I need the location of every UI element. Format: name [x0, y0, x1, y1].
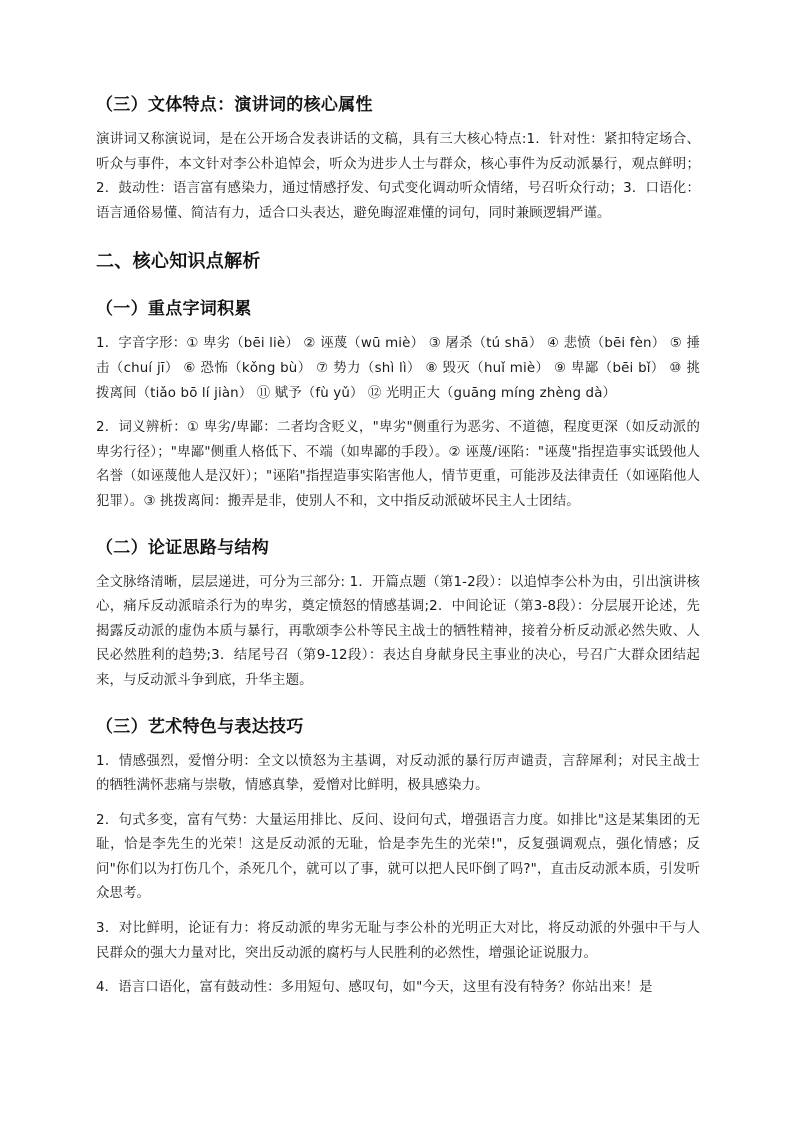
section-heading-argument-structure: （二）论证思路与结构 [96, 537, 269, 558]
paragraph-art-emotion: 1．情感强烈，爱憎分明：全文以愤怒为主基调，对反动派的暴行厉声谴责，言辞犀利；对民主战士的牺牲满怀悲痛与崇敬，情感真挚，爱憎对比鲜明，极具感染力。 [96, 753, 700, 794]
section-heading-vocabulary: （一）重点字词积累 [96, 299, 252, 320]
section-heading-artistic-features: （三）艺术特色与表达技巧 [96, 716, 304, 737]
paragraph-art-language: 4．语言口语化，富有鼓动性：多用短句、感叹句，如"今天，这里有没有特务？你站出来！是 [96, 980, 653, 996]
paragraph-vocab-pronunciation: 1．字音字形：① 卑劣（bēi liè） ② 诬蔑（wū miè） ③ 屠杀（tú shā） ④ 悲愤（bēi fèn） ⑤ 捶击（chuí jī） ⑥ 恐怖（kǒng bù） ⑦ 势力（shì lì） ⑧ 毁灭（huǐ miè） ⑨ 卑鄙（bēi bǐ） ⑩ 挑拨离间（tiǎo bō lí jiàn） ⑪ 赋予（fù yǔ） ⑫ 光明正大（guāng míng zhèng dà） [96, 336, 700, 401]
paragraph-argument-structure: 全文脉络清晰，层层递进，可分为三部分: 1．开篇点题（第1-2段）：以追悼李公朴为由，引出演讲核心，痛斥反动派暗杀行为的卑劣，奠定愤怒的情感基调;2．中间论证（第3-8段）：分层展开论述，先揭露反动派的虚伪本质与暴行，再歌颂李公朴等民主战士的牺牲精神，接着分析反动派必然失败、人民必然胜利的趋势;3．结尾号召（第9-12段）：表达自身献身民主事业的决心，号召广大群众团结起来，与反动派斗争到底，升华主题。 [96, 574, 700, 688]
paragraph-vocab-meaning: 2．词义辨析：① 卑劣/卑鄙：二者均含贬义，"卑劣"侧重行为恶劣、不道德，程度更深（如反动派的卑劣行径）；"卑鄙"侧重人格低下、不端（如卑鄙的手段）。② 诬蔑/诬陷："诬蔑"指捏造事实诋毁他人名誉（如诬蔑他人是汉奸）；"诬陷"指捏造事实陷害他人，情节更重，可能涉及法律责任（如诬陷他人犯罪）。③ 挑拨离间：搬弄是非，使别人不和，文中指反动派破坏民主人士团结。 [96, 420, 700, 509]
paragraph-art-contrast: 3．对比鲜明，论证有力：将反动派的卑劣无耻与李公朴的光明正大对比，将反动派的外强中干与人民群众的强大力量对比，突出反动派的腐朽与人民胜利的必然性，增强论证说服力。 [96, 921, 700, 961]
paragraph-art-sentence: 2．句式多变，富有气势：大量运用排比、反问、设问句式，增强语言力度。如排比"这是某集团的无耻，恰是李先生的光荣！这是反动派的无耻，恰是李先生的光荣!"，反复强调观点，强化情感；反问"你们以为打伤几个，杀死几个，就可以了事，就可以把人民吓倒了吗?"，直击反动派本质，引发听众思考。 [96, 812, 700, 902]
paragraph-style-features: 演讲词又称演说词，是在公开场合发表讲话的文稿，具有三大核心特点:1．针对性：紧扣特定场合、听众与事件，本文针对李公朴追悼会，听众为进步人士与群众，核心事件为反动派暴行，观点鲜明；2．鼓动性：语言富有感染力，通过情感抒发、句式变化调动听众情绪，号召听众行动；3．口语化：语言通俗易懂、简洁有力，适合口头表达，避免晦涩难懂的词句，同时兼顾逻辑严谨。 [96, 132, 700, 221]
part-heading-core-knowledge: 二、核心知识点解析 [96, 251, 261, 273]
document-page [96, 92, 700, 1001]
section-heading-style-features: （三）文体特点：演讲词的核心属性 [96, 95, 373, 115]
